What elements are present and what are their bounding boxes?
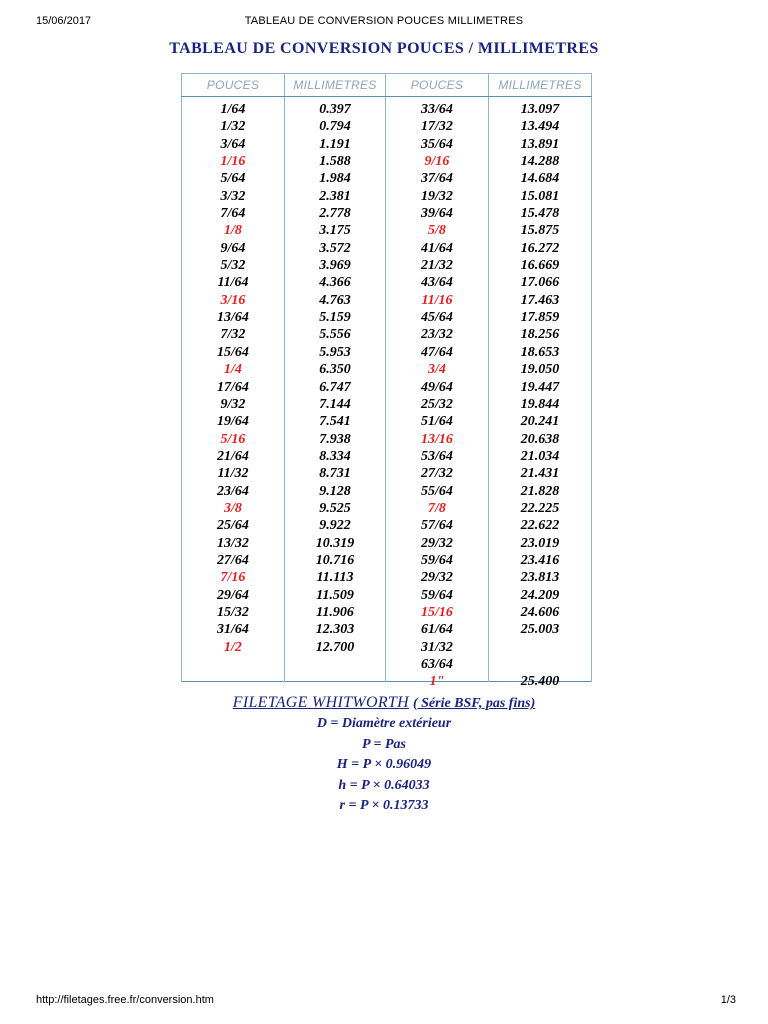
whitworth-title-sub: ( Série BSF, pas fins) xyxy=(412,696,536,711)
table-cell: 3.175 xyxy=(319,223,351,239)
table-cell: 21.034 xyxy=(520,448,560,464)
table-cell: 1/4 xyxy=(224,362,242,378)
table-cell: 18.256 xyxy=(520,327,560,343)
table-cell: 19.447 xyxy=(520,379,560,395)
table-cell: 23.813 xyxy=(520,570,560,586)
source-url-link[interactable]: http://filetages.free.fr/conversion.htm xyxy=(36,994,214,1006)
table-cell: 41/64 xyxy=(421,240,453,256)
table-cell: 13/16 xyxy=(421,431,453,447)
column-millimetres-2 xyxy=(489,97,592,690)
table-cell: 29/32 xyxy=(421,535,453,551)
table-cell: 7/32 xyxy=(220,327,246,343)
table-cell: 3/4 xyxy=(428,362,446,378)
table-cell: 17/32 xyxy=(421,119,453,135)
table-cell: 13/32 xyxy=(217,535,249,551)
table-cell: 20.241 xyxy=(520,414,560,430)
table-cell: 12.700 xyxy=(315,639,355,655)
table-cell: 45/64 xyxy=(421,310,453,326)
table-cell: 57/64 xyxy=(421,518,453,534)
print-date: 15/06/2017 xyxy=(36,15,92,27)
table-cell: 15.478 xyxy=(520,206,560,222)
table-cell: 16.272 xyxy=(520,240,560,256)
table-cell: 23/64 xyxy=(217,483,249,499)
formula-r: r = P × 0.13733 xyxy=(339,798,429,813)
formula-H: H = P × 0.96049 xyxy=(336,757,432,772)
print-header xyxy=(0,15,768,31)
table-cell: 25.400 xyxy=(520,674,560,690)
table-cell: 1.191 xyxy=(319,136,351,152)
table-cell: 11.906 xyxy=(316,604,354,620)
table-cell: 59/64 xyxy=(421,587,453,603)
table-cell: 25/32 xyxy=(421,396,453,412)
table-cell: 14.288 xyxy=(520,154,560,170)
table-cell xyxy=(489,639,591,656)
table-cell: 23.019 xyxy=(520,535,560,551)
table-cell: 15.081 xyxy=(520,188,560,204)
table-cell: 15.875 xyxy=(520,223,560,239)
table-cell: 15/16 xyxy=(421,604,453,620)
table-cell: 12.303 xyxy=(315,622,355,638)
table-cell: 3/16 xyxy=(220,292,246,308)
table-cell: 7.938 xyxy=(319,431,351,447)
table-cell: 49/64 xyxy=(421,379,453,395)
table-cell: 5/64 xyxy=(220,171,246,187)
table-cell: 24.606 xyxy=(520,604,560,620)
table-cell: 39/64 xyxy=(421,206,453,222)
table-cell: 1/16 xyxy=(220,154,246,170)
table-cell: 1" xyxy=(429,674,445,690)
table-cell: 5/16 xyxy=(220,431,246,447)
table-cell: 2.381 xyxy=(319,188,351,204)
table-cell: 19.050 xyxy=(520,362,560,378)
table-cell: 9/64 xyxy=(220,240,246,256)
table-cell: 14.684 xyxy=(520,171,560,187)
table-cell: 59/64 xyxy=(421,552,453,568)
table-cell: 1/8 xyxy=(224,223,242,239)
table-cell: 63/64 xyxy=(421,657,453,672)
table-cell: 18.653 xyxy=(520,344,560,360)
table-cell: 55/64 xyxy=(421,483,453,499)
table-cell: 37/64 xyxy=(421,171,453,187)
table-cell: 7/64 xyxy=(220,206,246,222)
table-cell: 27/32 xyxy=(421,466,453,482)
table-cell: 9.128 xyxy=(319,483,351,499)
whitworth-title-main: FILETAGE WHITWORTH xyxy=(232,694,409,711)
table-cell: 22.622 xyxy=(520,518,560,534)
table-cell: 1.588 xyxy=(319,154,351,170)
table-cell: 6.747 xyxy=(319,379,351,395)
table-cell: 9/32 xyxy=(220,396,246,412)
table-cell: 21/64 xyxy=(217,448,249,464)
table-cell: 11.509 xyxy=(316,587,354,603)
table-cell: 31/64 xyxy=(217,622,249,638)
table-cell: 19.844 xyxy=(520,396,560,412)
table-cell: 6.350 xyxy=(319,362,351,378)
table-cell: 5.556 xyxy=(319,327,351,343)
table-cell: 5/8 xyxy=(428,223,446,239)
table-cell: 15/64 xyxy=(217,344,249,360)
table-cell: 51/64 xyxy=(421,414,453,430)
table-cell: 21.828 xyxy=(520,483,560,499)
table-cell: 1/2 xyxy=(224,639,242,655)
table-cell: 9.525 xyxy=(319,500,351,516)
table-cell: 53/64 xyxy=(421,448,453,464)
print-footer xyxy=(0,994,768,1010)
column-pouces-1 xyxy=(182,97,285,682)
table-cell: 7/16 xyxy=(220,570,246,586)
table-cell: 11.113 xyxy=(316,570,354,586)
table-cell: 17/64 xyxy=(217,379,249,395)
table-cell: 61/64 xyxy=(421,622,453,638)
table-cell: 33/64 xyxy=(421,102,453,117)
table-cell: 5/32 xyxy=(220,258,246,274)
table-cell: 35/64 xyxy=(421,136,453,152)
table-cell: 9.922 xyxy=(319,518,351,534)
table-cell: 19/64 xyxy=(217,414,249,430)
page-title: TABLEAU DE CONVERSION POUCES / MILLIMETRES xyxy=(169,40,599,57)
table-header-row xyxy=(182,74,592,97)
conversion-table xyxy=(181,73,592,690)
table-cell: 21.431 xyxy=(520,466,560,482)
table-cell: 1/64 xyxy=(220,102,246,117)
table-cell: 3.572 xyxy=(319,240,351,256)
table-cell: 11/64 xyxy=(217,275,249,291)
table-cell: 7.144 xyxy=(319,396,351,412)
table-cell: 1.984 xyxy=(319,171,351,187)
table-cell: 8.334 xyxy=(319,448,351,464)
table-cell: 2.778 xyxy=(319,206,351,222)
table-cell: 11/16 xyxy=(421,292,453,308)
table-cell: 25.003 xyxy=(520,622,560,638)
column-pouces-2 xyxy=(386,97,489,690)
table-cell: 27/64 xyxy=(217,552,249,568)
header-millimetres-1: MILLIMETRES xyxy=(285,74,386,97)
header-millimetres-2: MILLIMETRES xyxy=(489,74,592,97)
table-cell: 7.541 xyxy=(319,414,351,430)
table-cell: 15/32 xyxy=(217,604,249,620)
table-cell: 17.463 xyxy=(520,292,560,308)
table-cell: 23/32 xyxy=(421,327,453,343)
table-cell: 1/32 xyxy=(220,119,246,135)
table-cell: 22.225 xyxy=(520,500,560,516)
table-cell: 13.494 xyxy=(520,119,560,135)
table-cell: 0.397 xyxy=(319,102,351,117)
formula-pitch: P = Pas xyxy=(361,736,406,752)
table-cell: 10.716 xyxy=(315,552,355,568)
table-body-row xyxy=(182,97,592,682)
table-cell: 17.066 xyxy=(520,275,560,291)
page-number: 1/3 xyxy=(720,994,736,1006)
table-cell: 4.366 xyxy=(319,275,351,291)
table-cell: 4.763 xyxy=(319,292,351,308)
header-pouces-1: POUCES xyxy=(182,74,285,97)
whitworth-title xyxy=(0,694,768,712)
table-cell: 3/64 xyxy=(220,136,246,152)
table-cell: 43/64 xyxy=(421,275,453,291)
table-cell: 13.097 xyxy=(520,102,560,117)
formula-h: h = P × 0.64033 xyxy=(338,777,430,793)
table-cell: 19/32 xyxy=(421,188,453,204)
formula-diameter: D = Diamètre extérieur xyxy=(316,716,452,731)
table-cell: 20.638 xyxy=(520,431,560,447)
table-cell: 0.794 xyxy=(319,119,351,135)
table-cell: 5.159 xyxy=(319,310,351,326)
table-cell: 47/64 xyxy=(421,344,453,360)
table-cell: 5.953 xyxy=(319,344,351,360)
table-cell: 24.209 xyxy=(520,587,560,603)
table-cell: 17.859 xyxy=(520,310,560,326)
header-pouces-2: POUCES xyxy=(386,74,489,97)
table-cell: 25/64 xyxy=(217,518,249,534)
table-cell: 3/8 xyxy=(224,500,242,516)
table-cell: 3.969 xyxy=(319,258,351,274)
column-millimetres-1 xyxy=(285,97,386,682)
table-cell: 9/16 xyxy=(424,154,450,170)
table-cell: 23.416 xyxy=(520,552,560,568)
table-cell: 13/64 xyxy=(217,310,249,326)
table-cell: 29/32 xyxy=(421,570,453,586)
whitworth-formulas xyxy=(0,714,768,817)
table-cell: 10.319 xyxy=(315,535,355,551)
table-cell: 8.731 xyxy=(319,466,351,482)
table-cell: 11/32 xyxy=(217,466,249,482)
table-cell: 21/32 xyxy=(421,258,453,274)
table-cell xyxy=(489,656,591,673)
table-cell: 16.669 xyxy=(520,258,560,274)
table-cell: 13.891 xyxy=(520,136,560,152)
table-cell: 7/8 xyxy=(428,500,446,516)
print-title: TABLEAU DE CONVERSION POUCES MILLIMETRES xyxy=(244,15,524,27)
table-cell: 29/64 xyxy=(217,587,249,603)
table-cell: 3/32 xyxy=(220,188,246,204)
table-cell: 31/32 xyxy=(421,639,453,655)
